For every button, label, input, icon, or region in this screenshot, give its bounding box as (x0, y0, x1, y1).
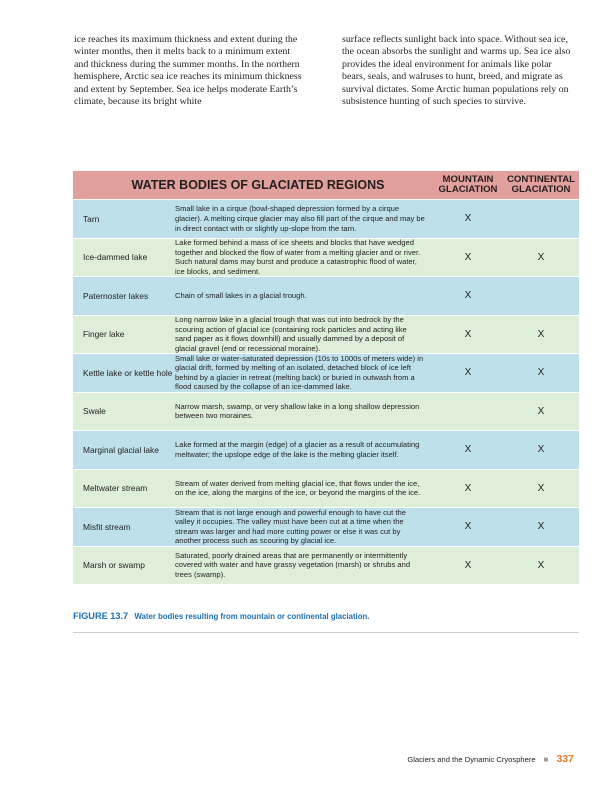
row-description: Narrow marsh, swamp, or very shallow lake in a long shallow depression between two moraines. (175, 401, 420, 421)
table-row (73, 277, 579, 316)
row-name: Ice-dammed lake (83, 252, 148, 263)
row-mountain-mark: X (464, 251, 472, 263)
row-mountain-mark: X (464, 328, 472, 340)
intro-right-column: surface reflects sunlight back into space. Without sea ice, the ocean absorbs the sunlight and warms up. Sea ice also provides the ideal environment for animals like polar bears, seals, and walruses to hunt, breed, and migrate as survival dictates. Some Arctic human populations rely on subsistence hunting of such species to survive. (342, 34, 571, 108)
row-mountain-mark: X (464, 521, 472, 533)
table-title: WATER BODIES OF GLACIATED REGIONS (131, 178, 385, 192)
row-continental-mark: X (537, 444, 545, 456)
row-name: Swale (83, 406, 106, 417)
row-continental-mark: X (537, 328, 545, 340)
row-description: Long narrow lake in a glacial trough that was cut into bedrock by the scouring action of glacial ice (containing rock particles and acting like sand paper as it flows downhill) and usually dammed by a deposit of glacial gravel (end or recessional moraine). (175, 315, 407, 353)
row-mountain-mark: X (464, 367, 472, 379)
row-description: Stream of water derived from melting glacial ice, that flows under the ice, on the ice, along the margins of the ice, or beyond the margins of the ice. (175, 478, 421, 498)
page-footer (407, 753, 574, 765)
row-continental-mark: X (537, 482, 545, 494)
table-row (73, 200, 579, 239)
table-header (73, 171, 579, 200)
row-description: Small lake or water-saturated depression (10s to 1000s of meters wide) in glacial drift, formed by melting of an isolated, detached block of ice left behind by a glacier in retreat (melting back) or buried in outwash from a flood caused by the collapse of an ice-dammed lake. (175, 353, 424, 392)
row-description: Stream that is not large enough and powerful enough to have cut the valley it occupies. The valley must have been cut at a time when the stream was larger and had more cutting power or else it was cut by another process such as scouring by glacial ice. (175, 507, 406, 546)
row-continental-mark: X (537, 559, 545, 571)
table-row (73, 470, 579, 509)
table-row (73, 547, 579, 586)
row-continental-mark: X (537, 367, 545, 379)
row-continental-mark: X (537, 521, 545, 533)
row-continental-mark: X (537, 405, 545, 417)
row-description: Small lake in a cirque (bowl-shaped depression formed by a cirque glacier). A melting cirque glacier may also fill part of the cirque and may be in direct contact with or slightly up-slope from the tarn. (175, 204, 425, 233)
row-name: Paternoster lakes (83, 290, 149, 301)
row-description: Chain of small lakes in a glacial trough. (175, 290, 307, 300)
table-row (73, 393, 579, 432)
row-mountain-mark: X (464, 444, 472, 456)
row-mountain-mark: X (464, 482, 472, 494)
divider (73, 632, 579, 633)
row-name: Finger lake (83, 329, 125, 340)
row-name: Marginal glacial lake (83, 444, 159, 455)
intro-text (74, 34, 574, 108)
page-number: 337 (556, 753, 574, 765)
row-description: Saturated, poorly drained areas that are permanently or intermittently covered with water and have grassy vegetation (marsh) or shrubs and trees (swamp). (175, 550, 411, 580)
row-name: Tarn (83, 213, 100, 224)
row-description: Lake formed at the margin (edge) of a glacier as a result of accumulating meltwater; the upslope edge of the lake is the melting glacier itself. (175, 440, 420, 459)
figure-caption-text: Water bodies resulting from mountain or continental glaciation. (134, 612, 370, 621)
intro-left-column: ice reaches its maximum thickness and extent during the winter months, then it melts back to a minimum extent and thickness during the summer months. In the northern hemisphere, Arctic sea ice reaches its minimum thickness and extent by September. Sea ice helps moderate Earth’s climate, because its bright white (74, 34, 302, 108)
row-mountain-mark: X (464, 213, 472, 225)
table-row (73, 239, 579, 278)
footer-separator: ■ (543, 754, 549, 764)
figure-caption (73, 611, 579, 621)
row-name: Meltwater stream (83, 483, 148, 494)
table-row (73, 354, 579, 393)
row-mountain-mark: X (464, 559, 472, 571)
row-name: Misfit stream (83, 521, 131, 532)
table-row (73, 316, 579, 355)
water-bodies-table (73, 171, 579, 585)
row-name: Marsh or swamp (83, 560, 145, 571)
column-header-continental: CONTINENTAL GLACIATION (506, 174, 576, 195)
row-mountain-mark: X (464, 290, 472, 302)
table-row (73, 431, 579, 470)
table-row (73, 508, 579, 547)
row-description: Lake formed behind a mass of ice sheets and blocks that have wedged together and blocked the flow of water from a melting glacier and or river. Such natural dams may burst and produce a catastrophic flood of water, ice blocks, and sediment. (175, 238, 421, 276)
figure-number: FIGURE 13.7 (73, 611, 129, 621)
chapter-title: Glaciers and the Dynamic Cryosphere (407, 754, 536, 764)
row-name: Kettle lake or kettle hole (83, 367, 173, 378)
column-header-mountain: MOUNTAIN GLACIATION (438, 174, 498, 195)
row-continental-mark: X (537, 251, 545, 263)
